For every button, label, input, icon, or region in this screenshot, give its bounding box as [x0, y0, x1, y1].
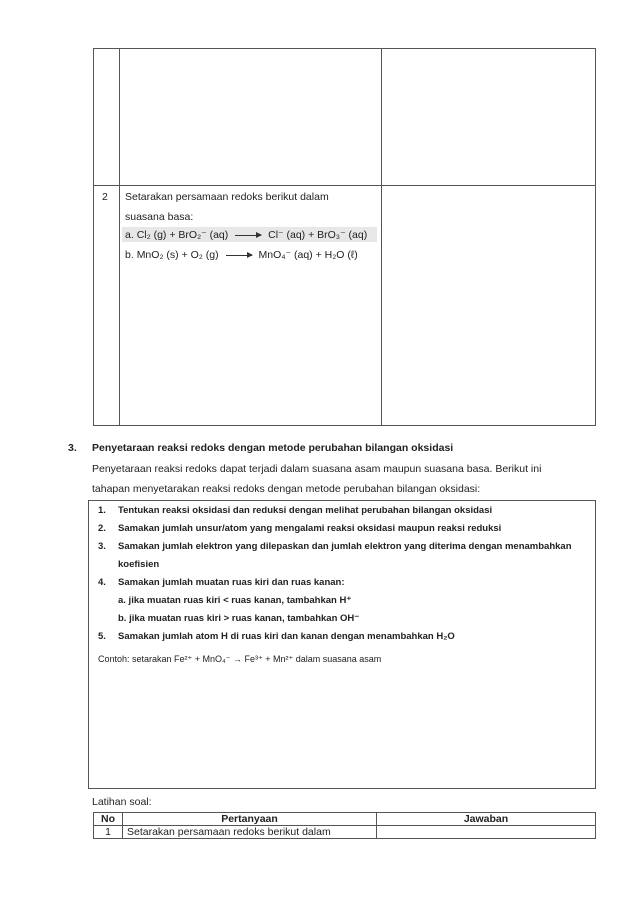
section-intro: tahapan menyetarakan reaksi redoks dengan metode perubahan bilangan oksidasi: — [92, 483, 481, 495]
step-number: 2. — [98, 523, 106, 534]
arrow-right-icon — [235, 235, 261, 236]
row-number: 2 — [102, 191, 108, 203]
step-text: koefisien — [118, 559, 160, 570]
example-text: Contoh: setarakan Fe²⁺ + MnO₄⁻ → Fe³⁺ + Mn²⁺ dalam suasana asam — [98, 654, 382, 664]
exercise-table — [93, 812, 596, 839]
equation-left: Cl₂ (g) + BrO₂⁻ (aq) — [136, 229, 229, 241]
equation-right: MnO₄⁻ (aq) + H₂O (ℓ) — [258, 249, 358, 261]
step-text: Samakan jumlah atom H di ruas kiri dan kanan dengan menambahkan H₂O — [118, 631, 455, 642]
row-no: 1 — [94, 826, 123, 839]
table-header-row — [94, 813, 596, 826]
step-text: Samakan jumlah muatan ruas kiri dan ruas kanan: — [118, 577, 345, 588]
arrow-right-icon — [226, 255, 252, 256]
step-number: 4. — [98, 577, 106, 588]
equation-label: a. — [125, 229, 134, 241]
step-text: a. jika muatan ruas kiri < ruas kanan, tambahkan H⁺ — [118, 595, 352, 606]
equation-a — [125, 228, 367, 242]
section-title: Penyetaraan reaksi redoks dengan metode perubahan bilangan oksidasi — [92, 442, 454, 454]
exercise-label: Latihan soal: — [92, 796, 152, 808]
header-answer: Jawaban — [377, 813, 596, 826]
header-no: No — [94, 813, 123, 826]
equation-b — [125, 248, 358, 262]
section-number: 3. — [68, 442, 77, 454]
question-text: suasana basa: — [125, 211, 194, 223]
section-intro: Penyetaraan reaksi redoks dapat terjadi dalam suasana asam maupun suasana basa. Berikut ini — [92, 463, 542, 475]
question-text: Setarakan persamaan redoks berikut dalam — [125, 191, 329, 203]
step-number: 5. — [98, 631, 106, 642]
equation-right: Cl⁻ (aq) + BrO₃⁻ (aq) — [268, 229, 368, 241]
row-answer — [377, 826, 596, 839]
step-text: Samakan jumlah elektron yang dilepaskan dan jumlah elektron yang diterima dengan menambahkan — [118, 541, 572, 552]
step-text: b. jika muatan ruas kiri > ruas kanan, tambahkan OH⁻ — [118, 613, 360, 624]
step-text: Tentukan reaksi oksidasi dan reduksi dengan melihat perubahan bilangan oksidasi — [118, 505, 493, 516]
equation-label: b. — [125, 249, 134, 261]
equation-left: MnO₂ (s) + O₂ (g) — [136, 249, 219, 261]
table-row — [94, 826, 596, 839]
row-question: Setarakan persamaan redoks berikut dalam — [123, 826, 377, 839]
header-question: Pertanyaan — [123, 813, 377, 826]
step-number: 3. — [98, 541, 106, 552]
step-text: Samakan jumlah unsur/atom yang mengalami reaksi oksidasi maupun reaksi reduksi — [118, 523, 502, 534]
step-number: 1. — [98, 505, 106, 516]
